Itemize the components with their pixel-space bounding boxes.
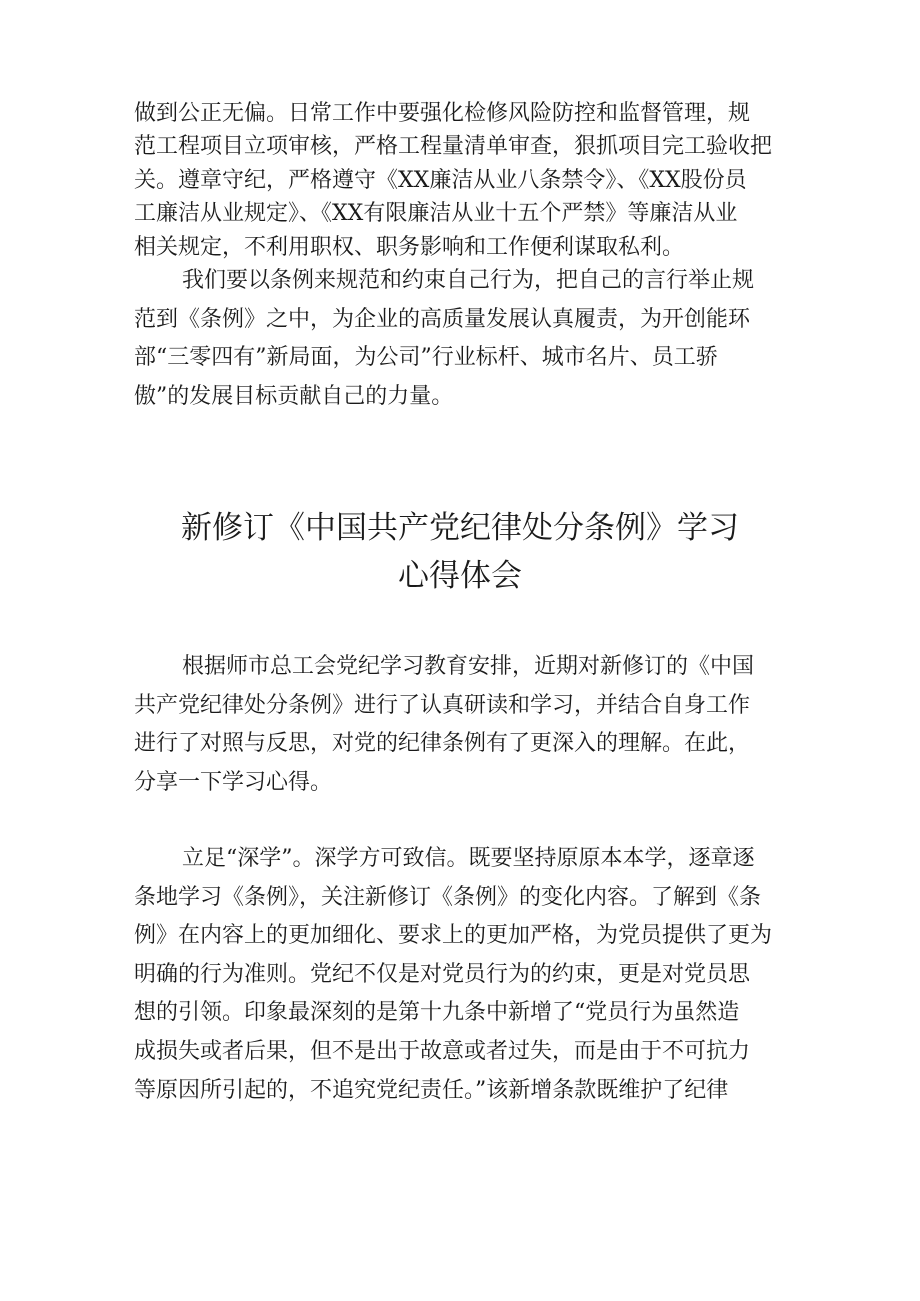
text-line: 条地学习《条例》，关注新修订《条例》的变化内容。了解到《条 — [134, 884, 762, 910]
title-line: 心得体会 — [398, 558, 522, 594]
title-line: 新修订《中国共产党纪律处分条例》学习 — [181, 510, 739, 546]
text-line: 工廉洁从业规定》、《XX有限廉洁从业十五个严禁》等廉洁从业 — [134, 201, 738, 227]
text-line: 进行了对照与反思，对党的纪律条例有了更深入的理解。在此， — [134, 731, 751, 757]
text-line: 共产党纪律处分条例》进行了认真研读和学习，并结合自身工作 — [134, 692, 751, 718]
text-line: 关。遵章守纪，严格遵守《XX廉洁从业八条禁令》、《XX股份员 — [134, 167, 747, 193]
text-line: 等原因所引起的，不追究党纪责任。”该新增条款既维护了纪律 — [134, 1077, 729, 1103]
paragraph-conclusion — [134, 262, 796, 416]
text-line: 想的引领。印象最深刻的是第十九条中新增了“党员行为虽然造 — [134, 1000, 740, 1026]
text-line: 成损失或者后果，但不是出于故意或者过失，而是由于不可抗力 — [134, 1038, 751, 1064]
text-line: 范到《条例》之中，为企业的高质量发展认真履责，为开创能环 — [134, 306, 751, 332]
text-line: 我们要以条例来规范和约束自己行为，把自己的言行举止规 — [182, 268, 755, 293]
text-line: 根据师市总工会党纪学习教育安排，近期对新修订的《中国 — [182, 654, 755, 679]
text-line: 傲”的发展目标贡献自己的力量。 — [134, 383, 454, 409]
article-paragraph-intro — [134, 648, 796, 802]
article-title — [60, 504, 860, 600]
paragraph-continuation — [134, 97, 796, 264]
text-line: 部“三零四有”新局面，为公司”行业标杆、城市名片、员工骄 — [134, 345, 718, 371]
text-line: 相关规定，不利用职权、职务影响和工作便利谋取私利。 — [134, 234, 685, 260]
text-line: 做到公正无偏。日常工作中要强化检修风险防控和监督管理，规 — [134, 101, 751, 126]
text-line: 例》在内容上的更加细化、要求上的更加严格，为党员提供了更为 — [134, 923, 773, 949]
text-line: 立足“深学”。深学方可致信。既要坚持原原本本学，逐章逐 — [182, 846, 755, 871]
text-line: 分享一下学习心得。 — [134, 769, 333, 795]
text-line: 明确的行为准则。党纪不仅是对党员行为的约束，更是对党员思 — [134, 961, 751, 987]
article-paragraph-deep-study — [134, 840, 796, 1110]
text-line: 范工程项目立项审核，严格工程量清单审查，狠抓项目完工验收把 — [134, 134, 773, 160]
